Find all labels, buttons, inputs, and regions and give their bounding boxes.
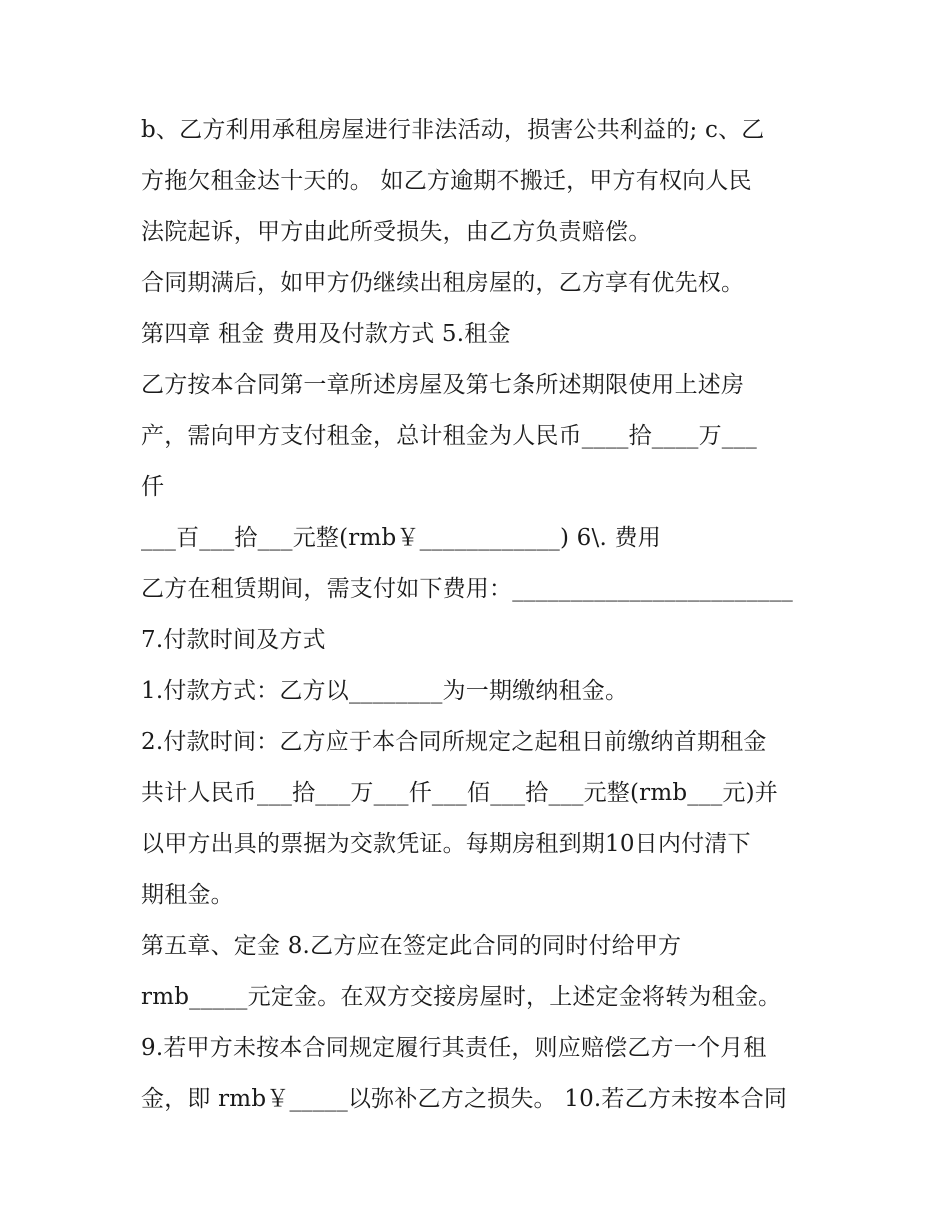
section-heading: 7.付款时间及方式	[141, 627, 326, 653]
chapter-heading: 第五章、定金 8.乙方应在签定此合同的同时付给甲方	[141, 933, 682, 959]
text-line: 1.付款方式：乙方以________为一期缴纳租金。	[141, 678, 629, 704]
text-line: 方拖欠租金达十天的。 如乙方逾期不搬迁，甲方有权向人民	[141, 168, 752, 194]
text-line: 乙方在租赁期间，需支付如下费用：________________________	[141, 576, 793, 602]
text-line: b、乙方利用承租房屋进行非法活动，损害公共利益的; c、乙	[141, 117, 765, 143]
text-line: 期租金。	[141, 882, 234, 908]
text-line: 以甲方出具的票据为交款凭证。每期房租到期10日内付清下	[141, 831, 751, 857]
text-line: 合同期满后，如甲方仍继续出租房屋的，乙方享有优先权。	[141, 270, 745, 296]
text-line: rmb_____元定金。在双方交接房屋时，上述定金将转为租金。	[141, 984, 782, 1010]
text-line: 9.若甲方未按本合同规定履行其责任，则应赔偿乙方一个月租	[141, 1035, 767, 1061]
text-line: ___百___拾___元整(rmb￥____________) 6\. 费用	[141, 525, 661, 551]
text-line: 2.付款时间：乙方应于本合同所规定之起租日前缴纳首期租金	[141, 729, 767, 755]
text-line: 金，即 rmb￥_____以弥补乙方之损失。 10.若乙方未按本合同	[141, 1086, 788, 1112]
text-line: 乙方按本合同第一章所述房屋及第七条所述期限使用上述房	[141, 372, 745, 398]
chapter-heading: 第四章 租金 费用及付款方式 5.租金	[141, 321, 511, 347]
text-line: 共计人民币___拾___万___仟___佰___拾___元整(rmb___元)并	[141, 780, 778, 806]
text-line: 法院起诉，甲方由此所受损失，由乙方负责赔偿。	[141, 219, 652, 245]
text-line: 仟	[141, 474, 165, 500]
text-line: 产，需向甲方支付租金，总计租金为人民币____拾____万___	[141, 423, 757, 449]
contract-text	[141, 105, 821, 1125]
